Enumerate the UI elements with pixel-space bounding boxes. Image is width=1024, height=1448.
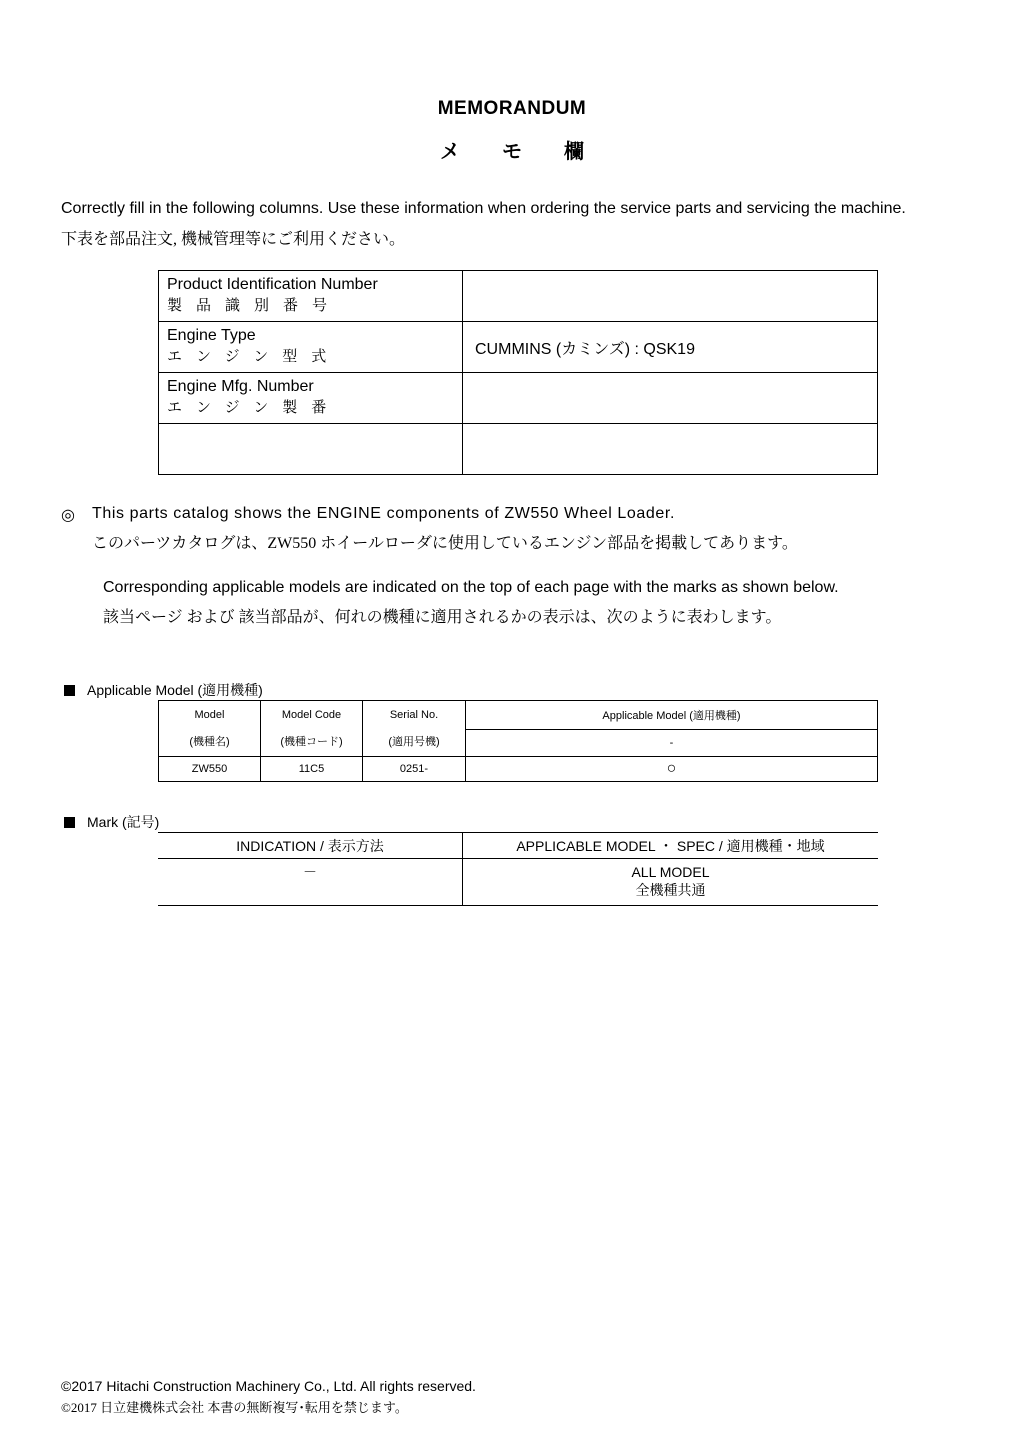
memo-label-en: Product Identification Number [167, 276, 378, 293]
header-model-code [261, 701, 363, 757]
memo-value-cell[interactable] [463, 424, 878, 475]
corresponding-note-jp: 該当ページ および 該当部品が、何れの機種に適用されるかの表示は、次のように表わします。 [103, 609, 782, 626]
header-model-jp: (機種名) [189, 735, 230, 748]
cell-applies-jp: 全機種共通 [635, 884, 706, 899]
mark-heading-text: Mark (記号) [87, 814, 160, 830]
header-applicable-sub: - [466, 730, 878, 757]
applicable-model-heading [64, 680, 263, 700]
copyright-jp: ©2017 日立建機株式会社 本書の無断複写･転用を禁じます。 [61, 1400, 408, 1415]
memo-label-cell [159, 322, 463, 373]
memo-label-cell [159, 271, 463, 322]
memo-label-cell [159, 373, 463, 424]
memo-row [159, 271, 878, 322]
table-row [159, 757, 878, 782]
square-bullet-icon [64, 817, 75, 828]
corresponding-note-en: Corresponding applicable models are indicated on the top of each page with the marks as shown below. [103, 579, 839, 596]
header-applicable: Applicable Model (適用機種) [466, 701, 878, 730]
applicable-model-table [158, 700, 878, 782]
memo-label-jp: エンジン型式 [167, 349, 341, 365]
intro-text-en: Correctly fill in the following columns. Use these information when ordering the service parts and servicing the machine. [61, 200, 906, 217]
header-model-en: Model [194, 708, 225, 721]
copyright-en: ©2017 Hitachi Construction Machinery Co., Ltd. All rights reserved. [61, 1378, 476, 1394]
header-indication: INDICATION / 表示方法 [158, 833, 463, 859]
mark-table [158, 832, 878, 906]
memo-value-cell[interactable] [463, 373, 878, 424]
cell-model-code: 11C5 [261, 757, 363, 782]
square-bullet-icon [64, 685, 75, 696]
page-title: MEMORANDUM [437, 98, 587, 119]
table-header-row [159, 701, 878, 730]
memo-row [159, 424, 878, 475]
mark-heading [64, 812, 159, 832]
memo-label-cell [159, 424, 463, 475]
header-applicable-spec: APPLICABLE MODEL ・ SPEC / 適用機種・地域 [463, 833, 879, 859]
header-serial-en: Serial No. [389, 708, 439, 721]
cell-applies-en: ALL MODEL [631, 864, 710, 880]
memo-row [159, 322, 878, 373]
cell-serial: 0251- [363, 757, 466, 782]
memo-value-cell[interactable] [463, 271, 878, 322]
double-circle-icon: ◎ [61, 507, 75, 524]
engine-type-value: CUMMINS (カミンズ) : QSK19 [463, 322, 878, 373]
memo-row [159, 373, 878, 424]
circle-mark-icon: ○ [466, 757, 878, 782]
applicable-model-heading-text: Applicable Model (適用機種) [87, 682, 263, 698]
header-model-code-jp: (機種コード) [280, 735, 343, 748]
memo-label-en: Engine Type [167, 327, 256, 344]
table-header-row [158, 833, 878, 859]
header-serial-jp: (適用号機) [388, 735, 440, 748]
header-serial [363, 701, 466, 757]
catalog-note-en: This parts catalog shows the ENGINE components of ZW550 Wheel Loader. [92, 505, 675, 522]
header-model-code-en: Model Code [281, 708, 342, 721]
intro-text-jp: 下表を部品注文, 機械管理等にご利用ください。 [61, 231, 406, 248]
catalog-note-jp: このパーツカタログは、ZW550 ホイールローダに使用しているエンジン部品を掲載してあります。 [92, 535, 798, 552]
cell-indication: － [158, 859, 463, 906]
memo-label-jp: エンジン製番 [167, 400, 341, 416]
cell-model: ZW550 [159, 757, 261, 782]
table-row [158, 859, 878, 906]
page-title-jp: メモ欄 [440, 141, 626, 163]
header-model [159, 701, 261, 757]
memo-label-jp: 製品識別番号 [167, 298, 342, 314]
cell-applies [463, 859, 879, 906]
memo-table [158, 270, 878, 475]
memo-label-en: Engine Mfg. Number [167, 378, 314, 395]
